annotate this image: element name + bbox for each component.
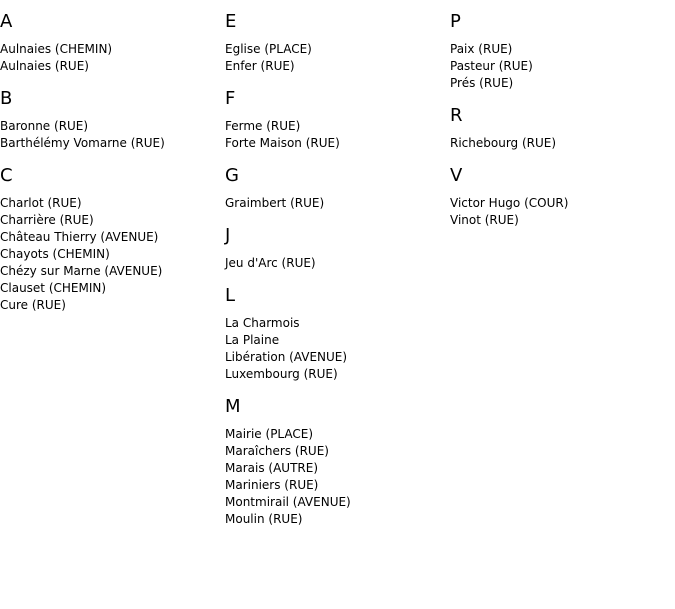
street-list	[225, 195, 445, 212]
street-item: Paix (RUE)	[450, 42, 513, 56]
street-item: Jeu d'Arc (RUE)	[225, 256, 316, 270]
street-item: La Plaine	[225, 333, 280, 347]
street-list	[225, 118, 445, 152]
street-list	[450, 195, 670, 229]
street-item: Mariniers (RUE)	[225, 478, 319, 492]
street-list	[225, 41, 445, 75]
street-item: Cure (RUE)	[0, 298, 66, 312]
street-list	[450, 41, 670, 92]
letter-heading: V	[450, 165, 463, 186]
street-item: Marais (AUTRE)	[225, 461, 318, 475]
street-item: Charlot (RUE)	[0, 196, 82, 210]
street-item: Chézy sur Marne (AVENUE)	[0, 264, 163, 278]
street-item: Ferme (RUE)	[225, 119, 301, 133]
street-list	[450, 135, 670, 152]
letter-heading: J	[225, 225, 231, 246]
street-list	[225, 255, 445, 272]
letter-heading: R	[450, 105, 463, 126]
letter-group-m	[225, 396, 445, 528]
letter-group-c	[0, 165, 220, 314]
index-column-2	[225, 0, 445, 528]
letter-heading: C	[0, 165, 13, 186]
street-item: Enfer (RUE)	[225, 59, 295, 73]
street-item: Luxembourg (RUE)	[225, 367, 338, 381]
street-list	[0, 195, 220, 314]
street-item: Mairie (PLACE)	[225, 427, 314, 441]
letter-group-b	[0, 88, 220, 152]
street-list	[225, 315, 445, 383]
street-item: Vinot (RUE)	[450, 213, 519, 227]
street-item: Chayots (CHEMIN)	[0, 247, 110, 261]
letter-heading: G	[225, 165, 239, 186]
letter-group-v	[450, 165, 670, 229]
index-column-3	[450, 0, 670, 229]
street-list	[0, 118, 220, 152]
street-item: Baronne (RUE)	[0, 119, 89, 133]
letter-group-j	[225, 225, 445, 272]
street-item: Forte Maison (RUE)	[225, 136, 340, 150]
street-item: Moulin (RUE)	[225, 512, 303, 526]
letter-heading: M	[225, 396, 241, 417]
street-item: Montmirail (AVENUE)	[225, 495, 351, 509]
street-item: Barthélémy Vomarne (RUE)	[0, 136, 165, 150]
street-item: Clauset (CHEMIN)	[0, 281, 107, 295]
letter-heading: L	[225, 285, 236, 306]
street-item: Pasteur (RUE)	[450, 59, 533, 73]
letter-heading: B	[0, 88, 13, 109]
street-item: Richebourg (RUE)	[450, 136, 557, 150]
letter-group-g	[225, 165, 445, 212]
letter-group-a	[0, 11, 220, 75]
letter-group-e	[225, 11, 445, 75]
letter-heading: E	[225, 11, 237, 32]
street-list	[225, 426, 445, 528]
letter-heading: P	[450, 11, 461, 32]
street-item: La Charmois	[225, 316, 300, 330]
letter-group-p	[450, 11, 670, 92]
street-item: Victor Hugo (COUR)	[450, 196, 569, 210]
letter-group-r	[450, 105, 670, 152]
street-item: Maraîchers (RUE)	[225, 444, 329, 458]
street-list	[0, 41, 220, 75]
street-item: Eglise (PLACE)	[225, 42, 312, 56]
street-item: Prés (RUE)	[450, 76, 514, 90]
letter-group-l	[225, 285, 445, 383]
street-item: Libération (AVENUE)	[225, 350, 348, 364]
street-item: Charrière (RUE)	[0, 213, 94, 227]
index-column-1	[0, 0, 220, 314]
street-item: Aulnaies (CHEMIN)	[0, 42, 113, 56]
letter-group-f	[225, 88, 445, 152]
street-item: Aulnaies (RUE)	[0, 59, 89, 73]
letter-heading: F	[225, 88, 236, 109]
street-item: Graimbert (RUE)	[225, 196, 325, 210]
letter-heading: A	[0, 11, 13, 32]
street-item: Château Thierry (AVENUE)	[0, 230, 159, 244]
